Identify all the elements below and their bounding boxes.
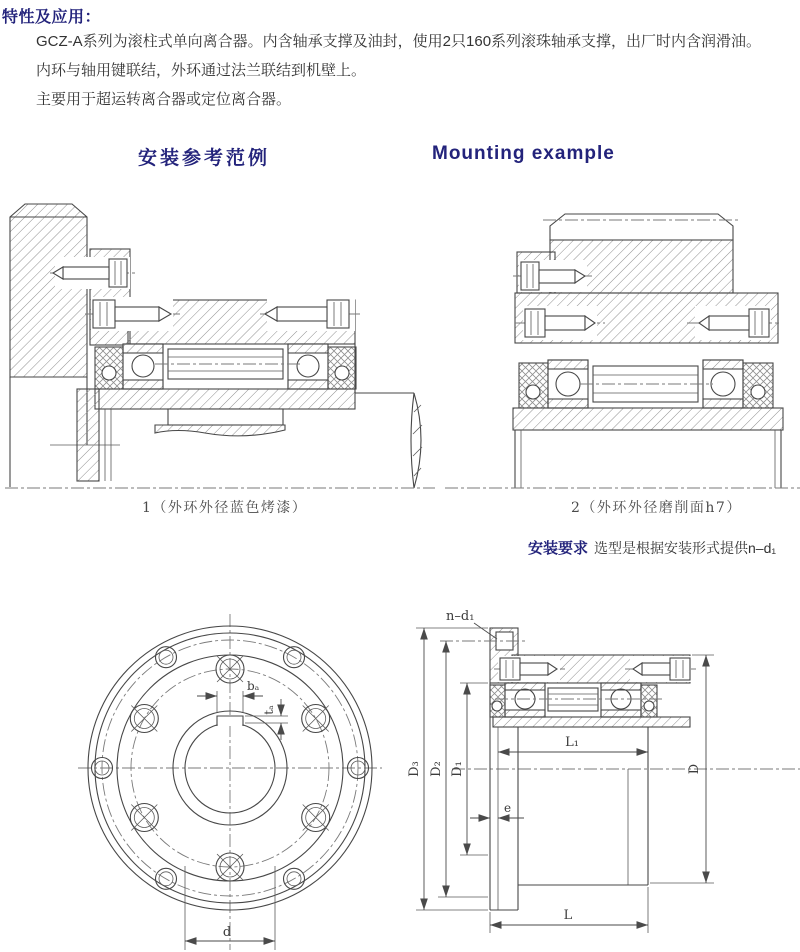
length-total-label: L [563,908,573,923]
left-bearing [505,683,545,717]
l1-dim [498,735,648,752]
hub-band [493,717,690,727]
diameter-2-label: D₂ [429,761,444,777]
right-bearing [601,683,641,717]
right-bearing [288,344,328,389]
e-dim [470,801,524,818]
right-seal [328,347,356,389]
intro-line-3: 主要用于超运转离合器或定位离合器。 [36,91,292,108]
bolt-holes-callout [446,609,497,639]
mounting-requirement-note [528,537,776,558]
left-screw [494,656,565,682]
note-label: 安装要求 [528,540,589,557]
intro-line-2: 内环与轴用键联结，外环通过法兰联结到机壁上。 [36,62,367,79]
keyway [217,716,288,726]
left-seal [519,363,548,408]
right-screw [625,656,696,682]
right-seal [641,685,657,717]
diameter-1-label: D₁ [450,761,465,777]
left-seal [490,685,505,717]
left-seal [95,347,123,389]
centerlines [78,614,382,950]
bolt-holes-label: n–d₁ [446,609,475,624]
right-screw [687,306,779,340]
caption-example-2: 2（外环外径磨削面h7） [571,500,742,516]
hub [513,408,783,488]
inner-sleeve [155,349,300,379]
heading-install-example-zh: 安装参考范例 [138,148,271,169]
note-text: 选型是根据安装形式提供n–d₁ [594,540,777,556]
diameter-3-label: D₃ [407,761,422,777]
intro-line-1: GCZ-A系列为滚柱式单向离合器。内含轴承支撑及油封，使用2只160系列滚珠轴承支撑，出厂时内含润滑油。 [36,33,762,50]
upper-bolt [50,257,135,289]
caption-example-1: 1（外环外径蓝色烤漆） [142,500,308,516]
bore-diameter-label: d [222,925,232,940]
intro-title: 特性及应用： [2,9,102,26]
left-bearing [123,344,163,389]
outer-diameter-label: D [687,763,702,775]
mounting-drawing-1 [5,197,435,497]
hub [77,389,355,481]
keyway-depth-label: tₐ [262,705,276,715]
mid-left-screw [515,306,605,340]
length-inner-label: L₁ [565,735,579,750]
front-view-drawing [70,598,390,952]
right-seal [743,363,773,408]
mounting-drawing-2 [445,210,800,490]
upper-left-screw [513,260,595,292]
heading-mounting-example-en: Mounting example [432,143,615,164]
keyway-depth-dim [262,699,281,740]
shaft [355,344,422,488]
intro-block [2,4,798,108]
right-cap-screw [260,297,360,331]
left-cap-screw [85,297,180,331]
inner-sleeve [580,366,713,402]
flange-thickness-label: e [504,801,512,815]
keyway-width-label: bₐ [247,679,260,693]
side-section-drawing [400,592,800,952]
